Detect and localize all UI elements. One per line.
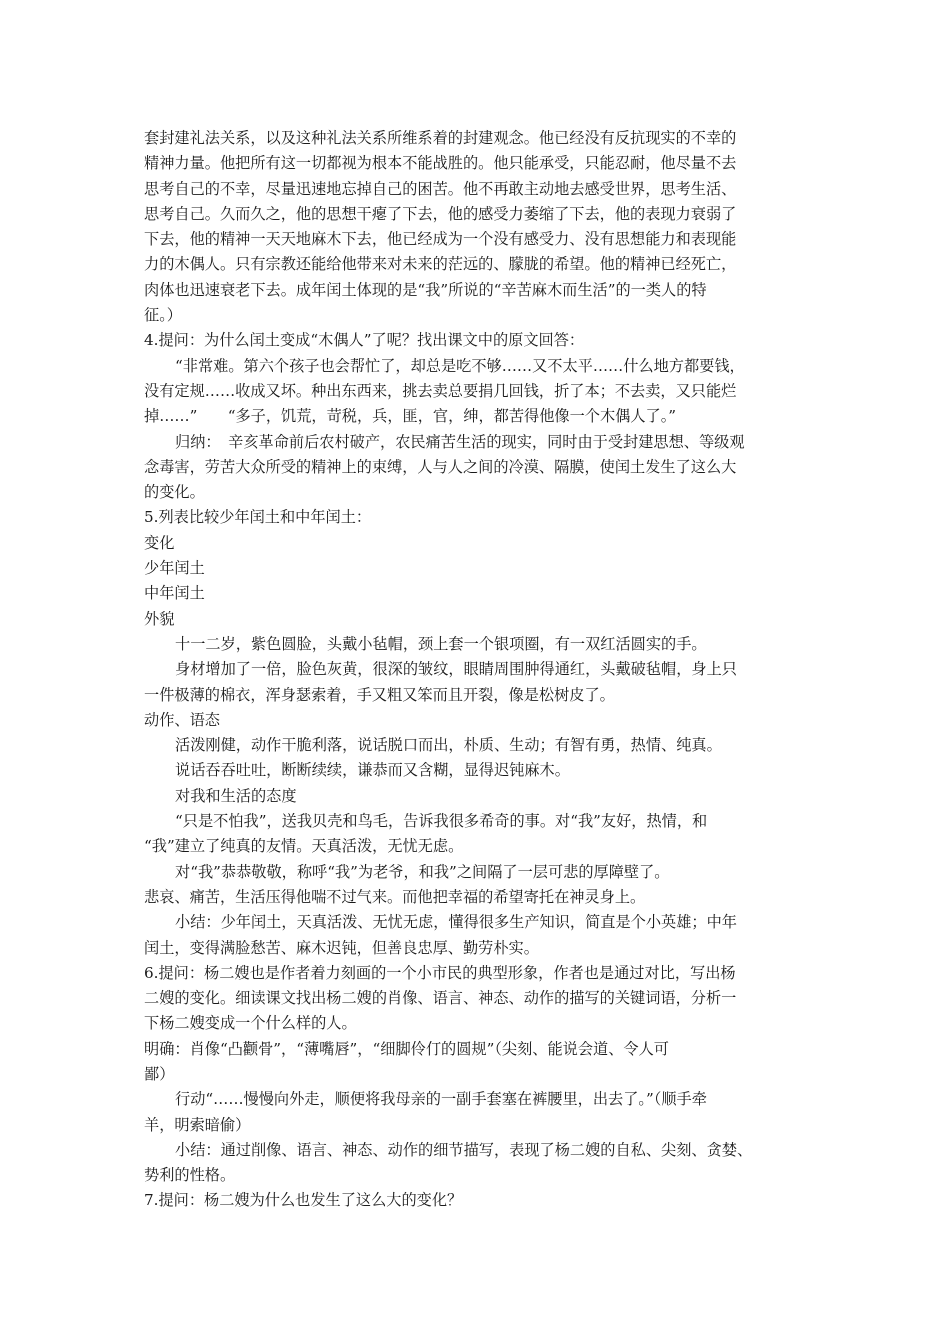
text-line: 活泼刚健，动作干脆利落，说话脱口而出，朴质、生动；有智有勇，热情、纯真。 [175, 736, 722, 755]
text-line: 归纳： 辛亥革命前后农村破产，农民痛苦生活的现实，同时由于受封建思想、等级观 [175, 432, 745, 451]
text-line: “我”建立了纯真的友情。天真活泼，无忧无虑。 [144, 837, 464, 856]
document-body [144, 126, 806, 1214]
text-line: 小结：少年闰土，天真活泼、无忧无虑，懂得很多生产知识，简直是个小英雄；中年 [175, 913, 737, 932]
text-line: 二嫂的变化。细读课文找出杨二嫂的肖像、语言、神态、动作的描写的关键词语，分析一 [144, 989, 737, 1008]
text-line: 中年闰土 [144, 584, 205, 603]
text-line: 下去，他的精神一天天地麻木下去，他已经成为一个没有感受力、没有思想能力和表现能 [144, 230, 737, 249]
text-line: 一件极薄的棉衣，浑身瑟索着，手又粗又笨而且开裂，像是松树皮了。 [144, 685, 615, 704]
text-line: 势利的性格。 [144, 1166, 236, 1185]
text-line: 精神力量。他把所有这一切都视为根本不能战胜的。他只能承受，只能忍耐，他尽量不去 [144, 154, 737, 173]
text-line: 身材增加了一倍，脸色灰黄，很深的皱纹，眼睛周围肿得通红，头戴破毡帽，身上只 [175, 660, 737, 679]
text-line: 对“我”恭恭敬敬，称呼“我”为老爷，和我”之间隔了一层可悲的厚障壁了。 [175, 862, 670, 881]
text-line: 变化 [144, 533, 175, 552]
text-line: 掉……” “多子，饥荒，苛税，兵，匪，官，绅，都苦得他像一个木偶人了。” [144, 407, 677, 426]
text-line: 4.提问：为什么闰土变成“木偶人”了呢？找出课文中的原文回答： [144, 331, 585, 350]
text-line: 肉体也迅速衰老下去。成年闰土体现的是“我”所说的“辛苦麻木而生活”的一类人的特 [144, 280, 707, 299]
text-line: 5.列表比较少年闰土和中年闰土： [144, 508, 372, 527]
text-line: 悲哀、痛苦，生活压得他喘不过气来。而他把幸福的希望寄托在神灵身上。 [144, 887, 646, 906]
text-line: “只是不怕我”，送我贝壳和鸟毛，告诉我很多希奇的事。对“我”友好，热情，和 [175, 812, 708, 831]
text-line: 羊，明索暗偷） [144, 1115, 251, 1134]
text-line: 没有定规……收成又坏。种出东西来，挑去卖总要捐几回钱，折了本；不去卖，又只能烂 [144, 381, 737, 400]
text-line: 思考自己。久而久之，他的思想干瘪了下去，他的感受力萎缩了下去，他的表现力衰弱了 [144, 204, 737, 223]
text-line: 明确：肖像“凸颧骨”，“薄嘴唇”，“细脚伶仃的圆规”（尖刻、能说会道、令人可 [144, 1039, 669, 1058]
text-line: 小结：通过削像、语言、神态、动作的细节描写，表现了杨二嫂的自私、尖刻、贪婪、 [175, 1140, 753, 1159]
text-line: 力的木偶人。只有宗教还能给他带来对未来的茫远的、朦胧的希望。他的精神已经死亡， [144, 255, 737, 274]
text-line: 思考自己的不幸，尽量迅速地忘掉自己的困苦。他不再敢主动地去感受世界，思考生活、 [144, 179, 737, 198]
text-line: 鄙） [144, 1064, 175, 1083]
text-line: 外貌 [144, 609, 175, 628]
text-line: 对我和生活的态度 [175, 786, 297, 805]
text-line: 闰土，变得满脸愁苦、麻木迟钝，但善良忠厚、勤劳朴实。 [144, 938, 539, 957]
text-line: 少年闰土 [144, 559, 205, 578]
text-line: 行动“……慢慢向外走，顺便将我母亲的一副手套塞在裤腰里，出去了。”（顺手牵 [175, 1090, 707, 1109]
text-line: 说话吞吞吐吐，断断续续，谦恭而又含糊，显得迟钝麻木。 [175, 761, 570, 780]
text-line: 十一二岁，紫色圆脸，头戴小毡帽，颈上套一个银项圈，有一双红活圆实的手。 [175, 634, 707, 653]
text-line: 动作、语态 [144, 710, 220, 729]
text-line: “非常难。第六个孩子也会帮忙了，却总是吃不够……又不太平……什么地方都要钱， [175, 356, 745, 375]
text-line: 念毒害，劳苦大众所受的精神上的束缚，人与人之间的冷漠、隔膜，使闰土发生了这么大 [144, 457, 737, 476]
text-line: 的变化。 [144, 483, 205, 502]
text-line: 套封建礼法关系，以及这种礼法关系所维系着的封建观念。他已经没有反抗现实的不幸的 [144, 129, 737, 147]
text-line: 6.提问：杨二嫂也是作者着力刻画的一个小市民的典型形象，作者也是通过对比，写出杨 [144, 963, 736, 982]
text-line: 征。） [144, 306, 182, 325]
text-line: 7.提问：杨二嫂为什么也发生了这么大的变化？ [144, 1191, 463, 1210]
text-line: 下杨二嫂变成一个什么样的人。 [144, 1014, 357, 1033]
